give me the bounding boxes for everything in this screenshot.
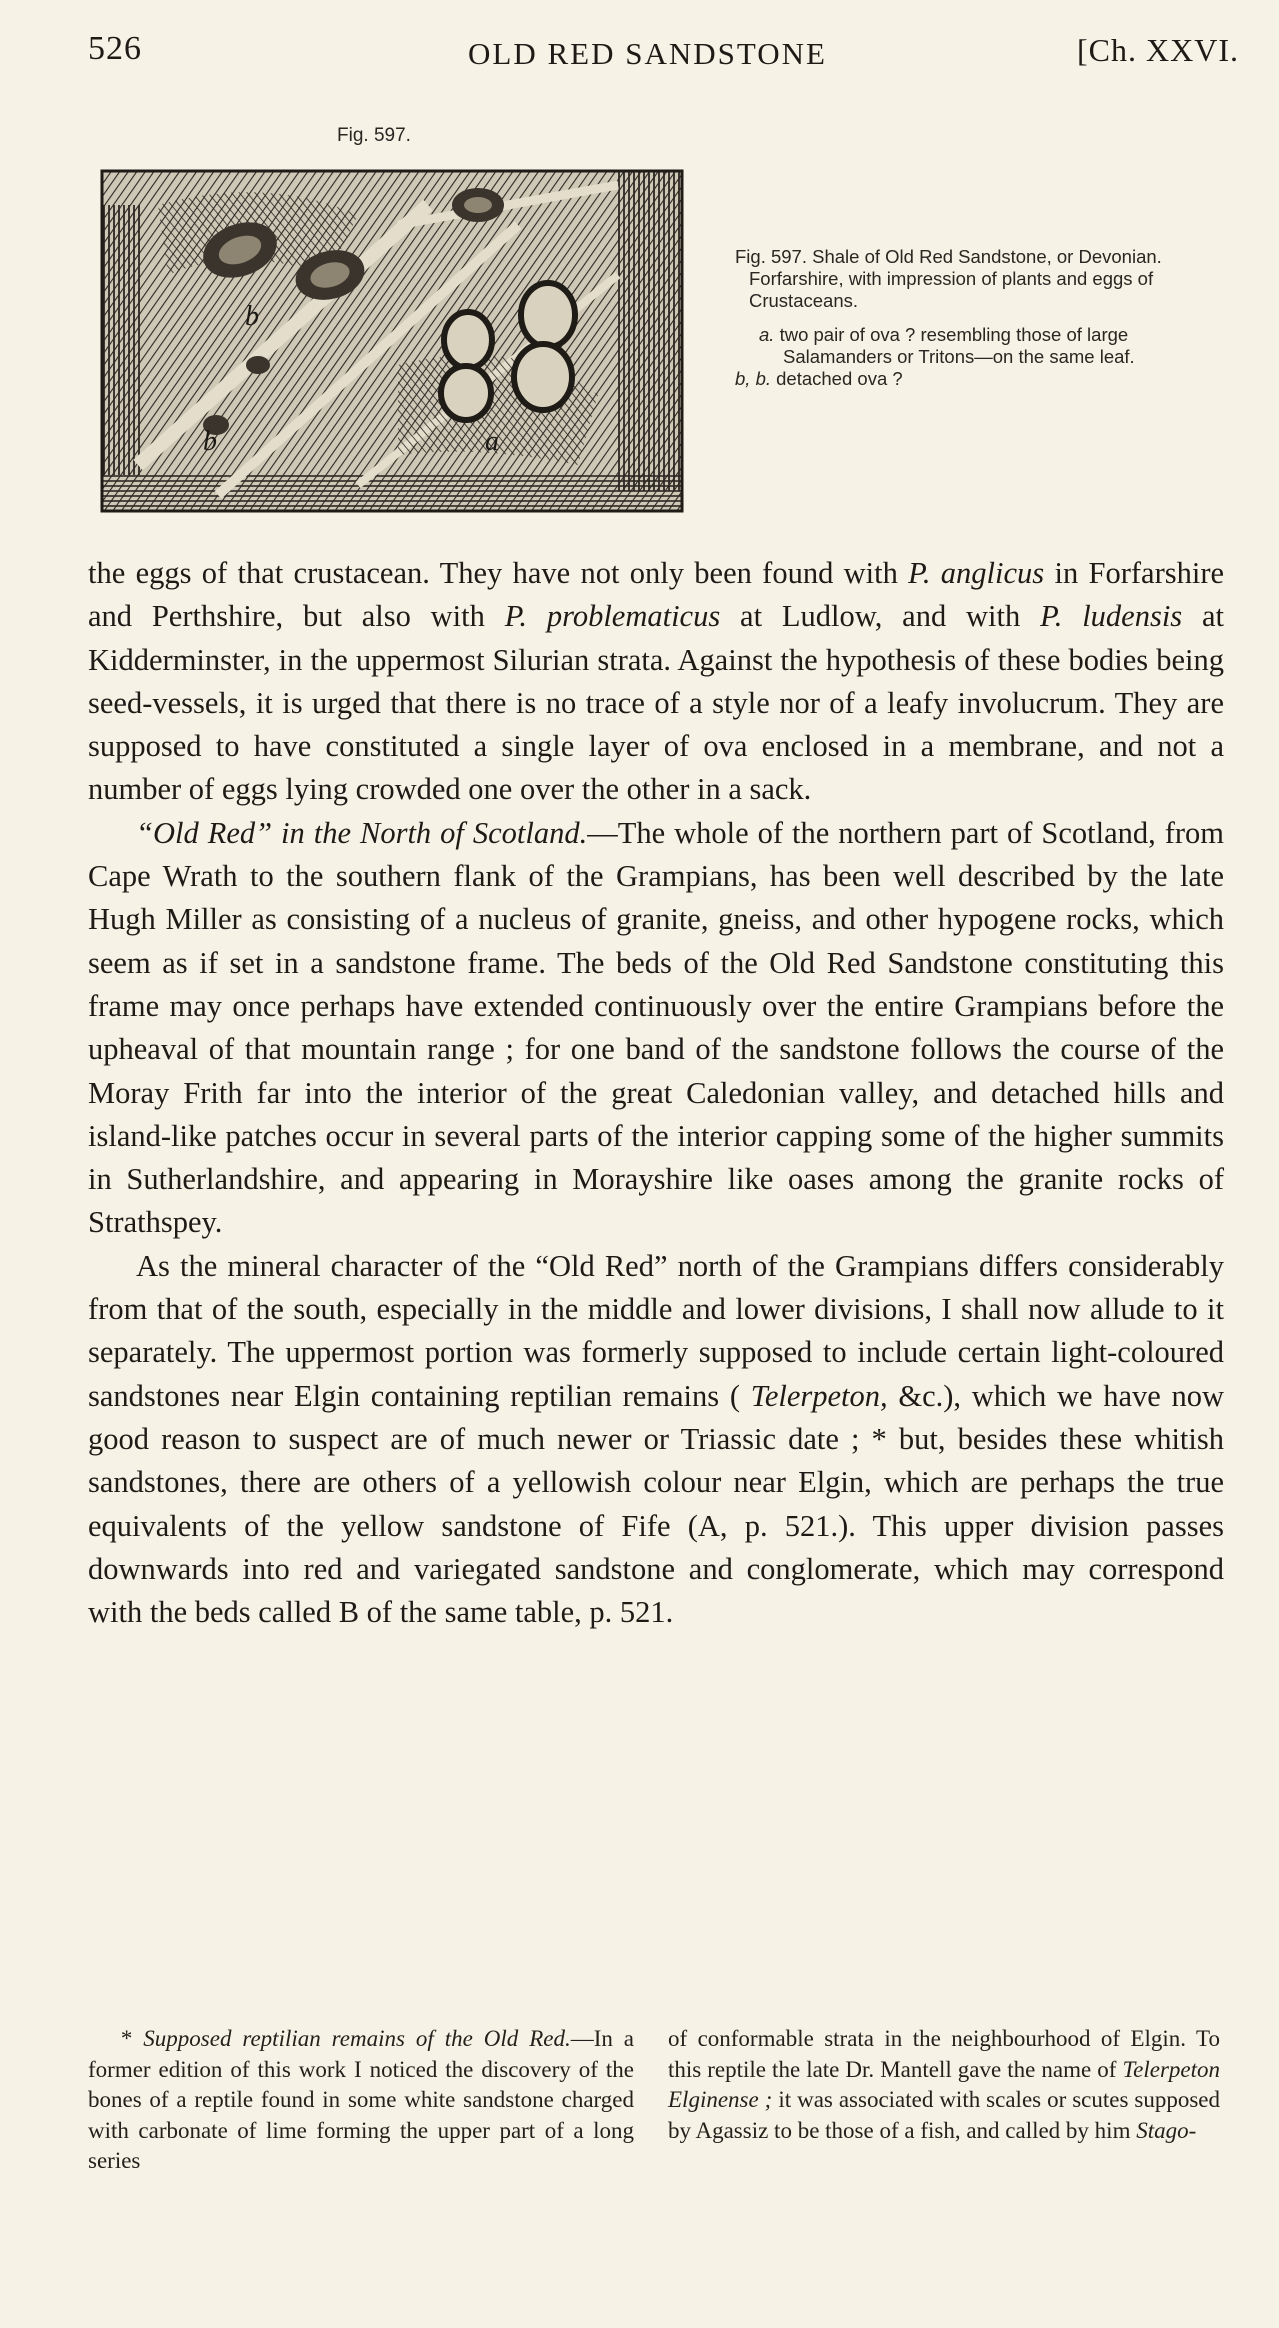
fossil-shale-engraving	[98, 165, 690, 515]
body-text	[88, 552, 1224, 1634]
caption-text-b: detached ova ?	[776, 368, 903, 389]
species-name: Telerpeton,	[750, 1378, 888, 1413]
footnotes	[88, 2024, 1228, 2224]
species-name: Telerpeton Elginense ;	[668, 2056, 1221, 2113]
paragraph: “Old Red” in the North of Scotland.—The whole of the northern part of Scotland, from Cape Wrath to the southern flank of the Grampians, has been well described by the late Hugh Miller as consisting of a nucleus of granite, gneiss, and other hypogene rocks, which seem as if set in a sandstone frame. The beds of the Old Red Sandstone constituting this frame may once perhaps have extended continuously over the entire Grampians before the upheaval of that mountain range ; for one band of the sandstone follows the course of the Moray Frith far into the interior of the great Caledonian valley, and detached hills and island-like patches occur in several parts of the interior capping some of the higher summits in Sutherlandshire, and appearing in Morayshire like oases among the granite rocks of Strathspey.	[88, 815, 1224, 1240]
caption-item-b	[735, 368, 1235, 390]
page-number: 526	[88, 30, 142, 67]
running-head	[88, 30, 1239, 80]
running-title: OLD RED SANDSTONE	[468, 36, 827, 71]
footnote-heading: Supposed reptilian remains of the Old Red.	[143, 2026, 571, 2051]
figure-label: Fig. 597.	[337, 125, 411, 146]
caption-main: Fig. 597. Shale of Old Red Sandstone, or Devonian. Forfarshire, with impression of plants and eggs of Crustaceans.	[735, 246, 1162, 311]
footnote-marker: *	[120, 2026, 133, 2051]
chapter-ref: [Ch. XXVI.	[1077, 32, 1239, 68]
caption-text-a: two pair of ova ? resembling those of large Salamanders or Tritons—on the same leaf.	[779, 324, 1135, 367]
caption-key-a: a.	[759, 324, 775, 345]
footnote-column-right: of conformable strata in the neighbourhood of Elgin. To this reptile the late Dr. Mantell gave the name of Telerpeton Elginense ; it was associated with scales or scutes supposed by Agassiz to be those of a fish, and called by him Stago-	[668, 2026, 1221, 2143]
paragraph: the eggs of that crustacean. They have not only been found with P. anglicus in Forfarshire and Perthshire, but also with P. problematicus at Ludlow, and with P. ludensis at Kidderminster, in the uppermost Silurian strata. Against the hypothesis of these bodies being seed-vessels, it is urged that there is no trace of a style nor of a leafy involucrum. They are supposed to have constituted a single layer of ova enclosed in a membrane, and not a number of eggs lying crowded one over the other in a sack.	[88, 556, 1225, 807]
species-name: Stago-	[1136, 2117, 1197, 2143]
paragraph: As the mineral character of the “Old Red” north of the Grampians differs considerably from that of the south, especially in the middle and lower divisions, I shall now allude to it separately. The uppermost portion was formerly supposed to include certain light-coloured sandstones near Elgin containing reptilian remains ( Telerpeton, &c.), which we have now good reason to suspect are of much newer or Triassic date ; * but, besides these whitish sandstones, there are others of a yellowish colour near Elgin, which are perhaps the true equivalents of the yellow sandstone of Fife (A, p. 521.). This upper division passes downwards into red and variegated sandstone and conglomerate, which may correspond with the beds called B of the same table, p. 521.	[88, 1248, 1225, 1630]
figure-letter-b: b	[203, 426, 217, 457]
caption-key-b: b, b.	[735, 368, 771, 389]
species-name: P. anglicus	[908, 556, 1045, 590]
figure-letter-a: a	[485, 426, 499, 457]
footnote-column-left: * Supposed reptilian remains of the Old Red.—In a former edition of this work I noticed the discovery of the bones of a reptile found in some white sandstone charged with carbonate of lime forming the upper part of a long series	[88, 2026, 635, 2174]
figure-caption	[735, 246, 1235, 390]
species-name: P. problematicus	[504, 599, 721, 634]
section-heading: “Old Red” in the North of Scotland.	[136, 815, 588, 850]
figure-letter-b: b	[245, 301, 259, 332]
caption-item-a	[735, 324, 1235, 368]
species-name: P. ludensis	[1040, 599, 1183, 634]
shale-illustration	[98, 165, 690, 515]
